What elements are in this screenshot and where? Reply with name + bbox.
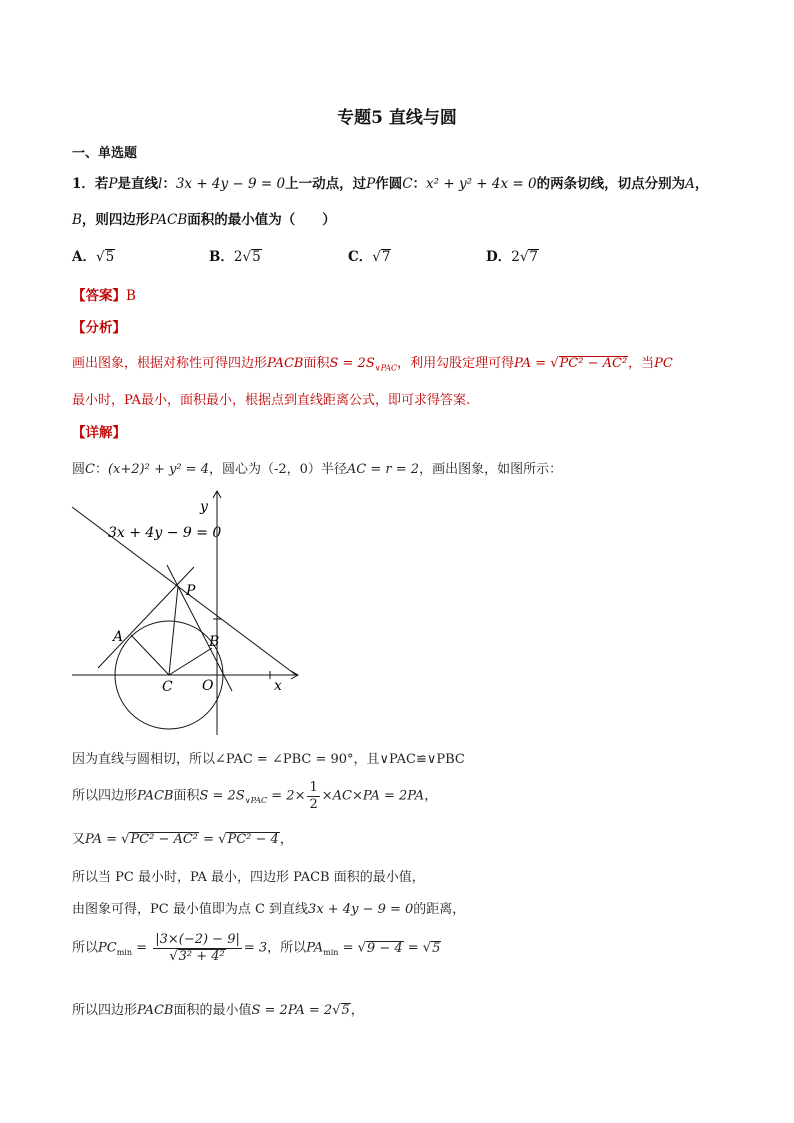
detail-line-1: 圆C：(x+2)² + y² = 4，圆心为（-2，0）半径AC = r = 2，画出图象，如图所示： [72, 462, 563, 477]
origin-label: O [202, 678, 214, 694]
question-number: 1． [72, 176, 95, 192]
option-b[interactable]: B．2√5 [209, 249, 261, 265]
detail-line-6: 由图象可得，PC 最小值即为点 C 到直线3x + 4y − 9 = 0的距离， [72, 902, 466, 917]
analysis-line-2: 最小时，PA最小，面积最小，根据点到直线距离公式，即可求得答案. [72, 393, 471, 408]
option-a[interactable]: A．√5 [72, 249, 115, 265]
detail-line-8: 所以四边形PACB面积的最小值S = 2PA = 2√5， [72, 1003, 364, 1018]
section-heading: 一、单选题 [72, 146, 138, 161]
analysis-line-1: 画出图象，根据对称性可得四边形PACB面积$S = 2S_{\vee PAC}$，利用勾股定理可得PA = √PC² − AC²，当PC [72, 356, 673, 373]
detail-tag: 【详解】 [72, 425, 126, 441]
geometry-figure [60, 485, 310, 740]
page-title: 专题5 直线与圆 [337, 108, 457, 128]
point-a-label: A [113, 629, 124, 645]
analysis-tag: 【分析】 [72, 320, 126, 336]
detail-line-4: 又PA = √PC² − AC² = √PC² − 4， [72, 832, 293, 847]
detail-line-3: 所以四边形PACB面积$S = 2S_{\vee PAC} = 2\times$ $\frac{1}{2}$ ×AC×PA = 2PA， [72, 780, 438, 812]
detail-line-7: 所以$PC_{min}$ = $\frac{|3\times(-2) - 9|}{\text{√3² + 4²}}$ = 3，所以$PA_{min} = √9 - 4 = √5$ [72, 932, 441, 964]
point-p-label: P [186, 583, 196, 599]
option-d[interactable]: D．2√7 [486, 249, 539, 265]
answer-value: B [126, 288, 136, 304]
x-axis-label: x [274, 678, 282, 694]
segment-pc [169, 586, 178, 675]
tangent-pb [167, 565, 232, 691]
detail-line-2: 因为直线与圆相切，所以∠PAC = ∠PBC = 90°，且∨PAC≌∨PBC [72, 752, 465, 767]
answer-line: 【答案】B [72, 288, 136, 304]
option-c[interactable]: C．√7 [348, 249, 391, 265]
segment-bc [169, 648, 212, 675]
y-axis-label: y [200, 499, 208, 515]
detail-line-5: 所以当 PC 最小时，PA 最小，四边形 PACB 面积的最小值， [72, 870, 425, 885]
circle-equation: x² + y² + 4x = 0 [426, 176, 537, 192]
point-c-label: C [162, 679, 173, 695]
question-line-2: B，则四边形PACB面积的最小值为（ ） [72, 212, 336, 228]
question-line-1: 1．若P是直线l：3x + 4y − 9 = 0上一动点，过P作圆C：x² + y² + 4x = 0的两条切线，切点分别为A， [72, 176, 709, 192]
tangent-pa [98, 567, 194, 668]
segment-ac [131, 635, 169, 675]
point-b-label: B [209, 634, 220, 650]
line-equation: 3x + 4y − 9 = 0 [175, 176, 286, 192]
line-l-label: 3x + 4y − 9 = 0 [108, 525, 222, 541]
